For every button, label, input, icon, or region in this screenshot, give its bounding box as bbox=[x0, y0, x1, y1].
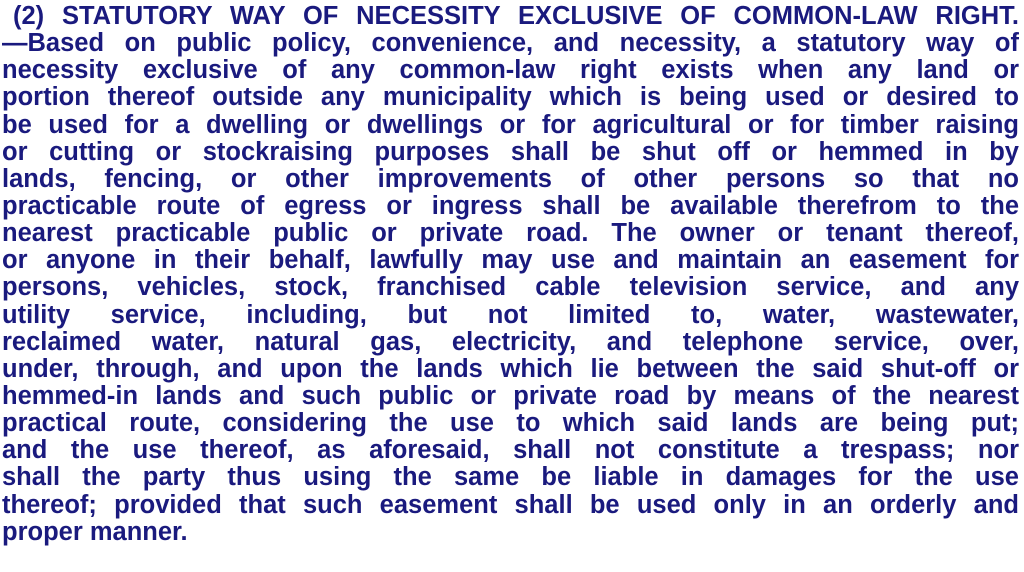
statute-line: proper manner. bbox=[2, 518, 188, 546]
statute-line: hemmed-in lands and such public or private road by means of the nearest bbox=[2, 382, 1019, 410]
statute-line: utility service, including, but not limited to, water, wastewater, bbox=[2, 301, 1019, 329]
statute-line: necessity exclusive of any common-law right exists when any land or bbox=[2, 57, 1019, 85]
statute-line: portion thereof outside any municipality which is being used or desired to bbox=[2, 84, 1019, 112]
statute-line: nearest practicable public or private road. The owner or tenant thereof, bbox=[2, 220, 1019, 248]
statute-line: thereof; provided that such easement shall be used only in an orderly and bbox=[2, 491, 1019, 519]
statute-line: lands, fencing, or other improvements of other persons so that no bbox=[2, 165, 1019, 193]
statute-line: under, through, and upon the lands which lie between the said shut-off or bbox=[2, 355, 1019, 383]
statute-line: or anyone in their behalf, lawfully may use and maintain an easement for bbox=[2, 247, 1019, 275]
statute-line: and the use thereof, as aforesaid, shall not constitute a trespass; nor bbox=[2, 437, 1019, 465]
statute-line: practicable route of egress or ingress shall be available therefrom to the bbox=[2, 192, 1019, 220]
statute-line: persons, vehicles, stock, franchised cable television service, and any bbox=[2, 274, 1019, 302]
statute-line: reclaimed water, natural gas, electricity, and telephone service, over, bbox=[2, 328, 1019, 356]
statute-line: shall the party thus using the same be liable in damages for the use bbox=[2, 464, 1019, 492]
statute-line: practical route, considering the use to which said lands are being put; bbox=[2, 410, 1019, 438]
statute-line: be used for a dwelling or dwellings or for agricultural or for timber raising bbox=[2, 111, 1019, 139]
statute-line: —Based on public policy, convenience, and necessity, a statutory way of bbox=[2, 30, 1019, 58]
statute-line: or cutting or stockraising purposes shall be shut off or hemmed in by bbox=[2, 138, 1019, 166]
statute-line: (2) STATUTORY WAY OF NECESSITY EXCLUSIVE OF COMMON-LAW RIGHT. bbox=[13, 3, 1019, 30]
